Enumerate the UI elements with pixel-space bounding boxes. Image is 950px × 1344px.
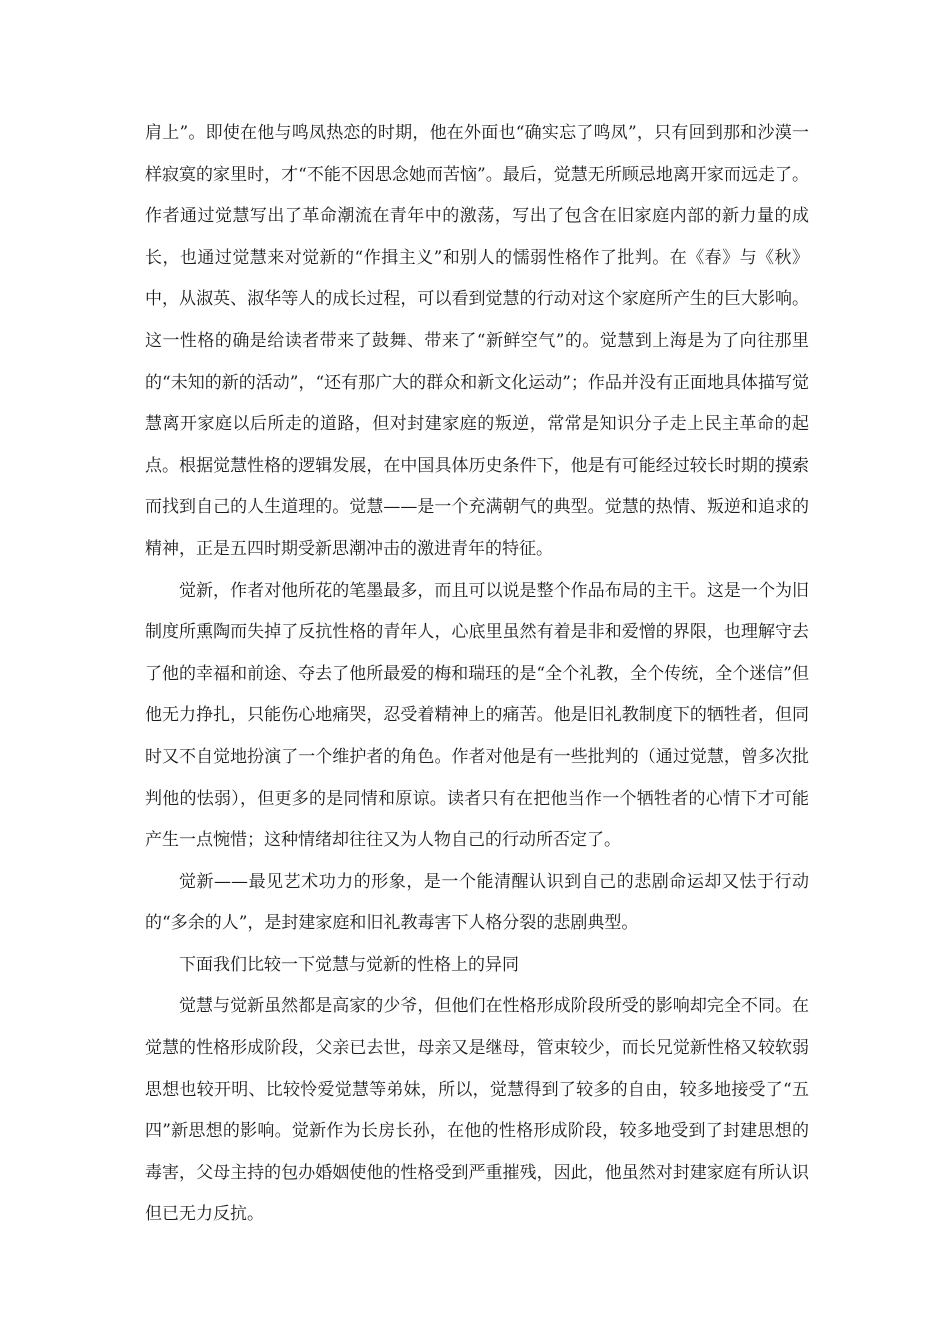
- paragraph-jue-xin-summary: 觉新——最见艺术功力的形象，是一个能清醒认识到自己的悲剧命运却又怯于行动的“多余的人”，是封建家庭和旧礼教毒害下人格分裂的悲剧典型。: [145, 871, 809, 934]
- paragraph-jue-xin-analysis: 觉新，作者对他所花的笔墨最多，而且可以说是整个作品布局的主干。这是一个为旧制度所熏陶而失掉了反抗性格的青年人，心底里虽然有着是非和爱憎的界限，也理解守去了他的幸福和前途、夺去了他所最爱的梅和瑞珏的是“全个礼教，全个传统，全个迷信”但他无力挣扎，只能伤心地痛哭，忍受着精神上的痛苦。他是旧礼教制度下的牺牲者，但同时又不自觉地扮演了一个维护者的角色。作者对他是有一些批判的（通过觉慧，曾多次批判他的怯弱），但更多的是同情和原谅。读者只有在把他当作一个牺牲者的心情下才可能产生一点惋惜；这种情绪却往往又为人物自己的行动所否定了。: [145, 580, 809, 851]
- paragraph-comparison-heading: 下面我们比较一下觉慧与觉新的性格上的异同: [179, 954, 519, 975]
- document-body: [145, 113, 809, 1236]
- paragraph-comparison-body: 觉慧与觉新虽然都是高家的少爷，但他们在性格形成阶段所受的影响却完全不同。在觉慧的性格形成阶段，父亲已去世，母亲又是继母，管束较少，而长兄觉新性格又较软弱思想也较开明、比较怜爱觉慧等弟妹，所以，觉慧得到了较多的自由，较多地接受了“五四”新思想的影响。觉新作为长房长孙，在他的性格形成阶段，较多地受到了封建思想的毒害，父母主持的包办婚姻使他的性格受到严重摧残，因此，他虽然对封建家庭有所认识但已无力反抗。: [145, 996, 809, 1225]
- paragraph-jue-hui-summary: 肩上”。即使在他与鸣凤热恋的时期，他在外面也“确实忘了鸣凤”，只有回到那和沙漠一样寂寞的家里时，才“不能不因思念她而苦恼”。最后，觉慧无所顾忌地离开家而远走了。作者通过觉慧写出了革命潮流在青年中的激荡，写出了包含在旧家庭内部的新力量的成长，也通过觉慧来对觉新的“作揖主义”和别人的懦弱性格作了批判。在《春》与《秋》中，从淑英、淑华等人的成长过程，可以看到觉慧的行动对这个家庭所产生的巨大影响。这一性格的确是给读者带来了鼓舞、带来了“新鲜空气”的。觉慧到上海是为了向往那里的“未知的新的活动”，“还有那广大的群众和新文化运动”；作品并没有正面地具体描写觉慧离开家庭以后所走的道路，但对封建家庭的叛逆，常常是知识分子走上民主革命的起点。根据觉慧性格的逻辑发展，在中国具体历史条件下，他是有可能经过较长时期的摸索而找到自己的人生道理的。觉慧——是一个充满朝气的典型。觉慧的热情、叛逆和追求的精神，正是五四时期受新思潮冲击的激进青年的特征。: [145, 123, 809, 559]
